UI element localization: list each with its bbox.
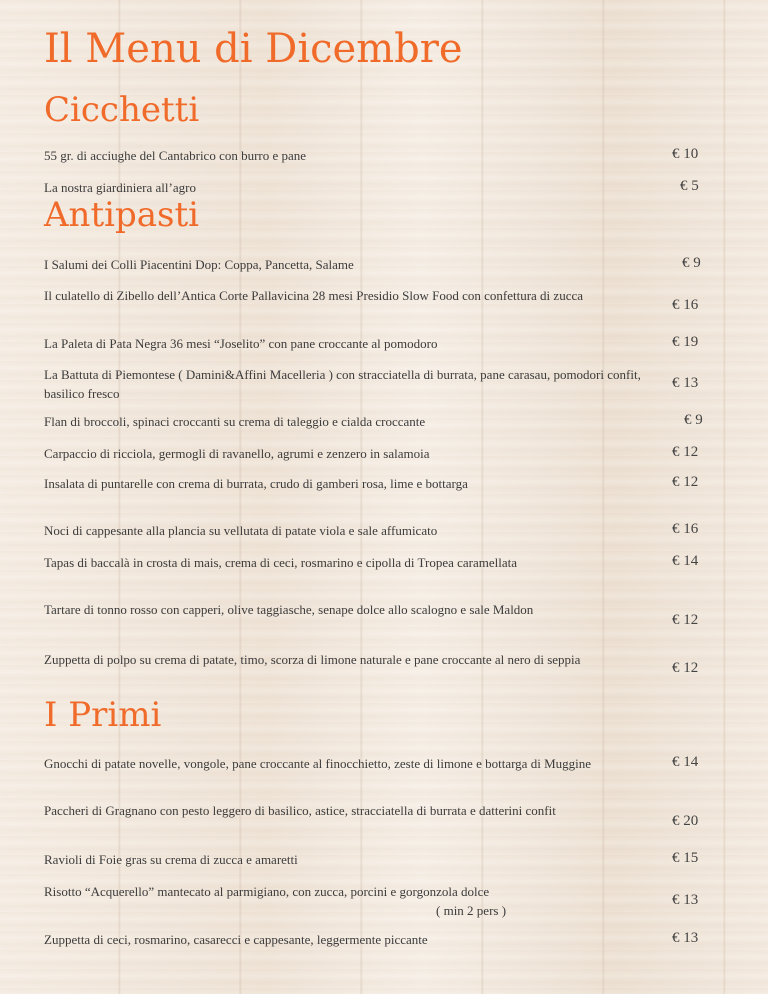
menu-item-price: € 14	[672, 754, 699, 770]
menu-item-price: € 9	[682, 255, 701, 271]
menu-title: Il Menu di Dicembre	[44, 26, 463, 72]
menu-item-name: I Salumi dei Colli Piacentini Dop: Coppa, Pancetta, Salame	[44, 257, 354, 272]
menu-item-price: € 12	[672, 612, 699, 628]
menu-item-name: Tapas di baccalà in crosta di mais, crema di ceci, rosmarino e cipolla di Tropea caramellata	[44, 555, 518, 570]
menu-item-name: Zuppetta di ceci, rosmarino, casarecci e cappesante, leggermente piccante	[44, 932, 428, 947]
menu-item-name: Insalata di puntarelle con crema di burrata, crudo di gamberi rosa, lime e bottarga	[44, 476, 468, 491]
menu-item-price: € 20	[672, 813, 699, 829]
menu-item-price: € 13	[672, 892, 699, 908]
menu-item-name: Risotto “Acquerello” mantecato al parmigiano, con zucca, porcini e gorgonzola dolce	[44, 884, 490, 899]
menu-item-name: Noci di cappesante alla plancia su vellutata di patate viola e sale affumicato	[44, 523, 438, 538]
menu-item-price: € 13	[672, 930, 699, 946]
menu-item-name: 55 gr. di acciughe del Cantabrico con burro e pane	[44, 148, 307, 163]
menu-item-name: Tartare di tonno rosso con capperi, olive taggiasche, senape dolce allo scalogno e sale Maldon	[44, 602, 534, 617]
menu-item-name: Il culatello di Zibello dell’Antica Corte Pallavicina 28 mesi Presidio Slow Food con confettura di zucca	[44, 288, 583, 303]
menu-item-name: Ravioli di Foie gras su crema di zucca e amaretti	[44, 852, 298, 867]
menu-item-price: € 16	[672, 521, 699, 537]
section-heading-cicchetti: Cicchetti	[44, 90, 200, 130]
menu-item-name: Flan di broccoli, spinaci croccanti su crema di taleggio e cialda croccante	[44, 414, 426, 429]
menu-item-name: Gnocchi di patate novelle, vongole, pane croccante al finocchietto, zeste di limone e bottarga di Muggine	[44, 756, 592, 771]
menu-item-price: € 12	[672, 660, 699, 676]
menu-item-name: La nostra giardiniera all’agro	[44, 180, 196, 195]
menu-item-price: € 12	[672, 444, 699, 460]
menu-item-name: La Paleta di Pata Negra 36 mesi “Joselito” con pane croccante al pomodoro	[44, 336, 438, 351]
menu-item-price: € 5	[680, 178, 699, 194]
menu-item-price: € 9	[684, 412, 703, 428]
menu-item-name: La Battuta di Piemontese ( Damini&Affini Macelleria ) con stracciatella di burrata, pane carasau, pomodori confit, basilico fresco	[44, 367, 641, 401]
menu-item-note: ( min 2 pers )	[436, 903, 507, 918]
menu-item-price: € 12	[672, 474, 699, 490]
section-heading-primi: I Primi	[44, 695, 162, 735]
menu-item-name: Paccheri di Gragnano con pesto leggero di basilico, astice, stracciatella di burrata e datterini confit	[44, 803, 556, 818]
menu-item-price: € 14	[672, 553, 699, 569]
menu-item-name: Zuppetta di polpo su crema di patate, timo, scorza di limone naturale e pane croccante al nero di seppia	[44, 652, 581, 667]
menu-item-price: € 10	[672, 146, 699, 162]
menu-item-name: Carpaccio di ricciola, germogli di ravanello, agrumi e zenzero in salamoia	[44, 446, 430, 461]
menu-item-price: € 16	[672, 297, 699, 313]
menu-item-price: € 19	[672, 334, 699, 350]
menu-item-price: € 13	[672, 375, 699, 391]
menu-item-price: € 15	[672, 850, 699, 866]
section-heading-antipasti: Antipasti	[44, 195, 200, 235]
